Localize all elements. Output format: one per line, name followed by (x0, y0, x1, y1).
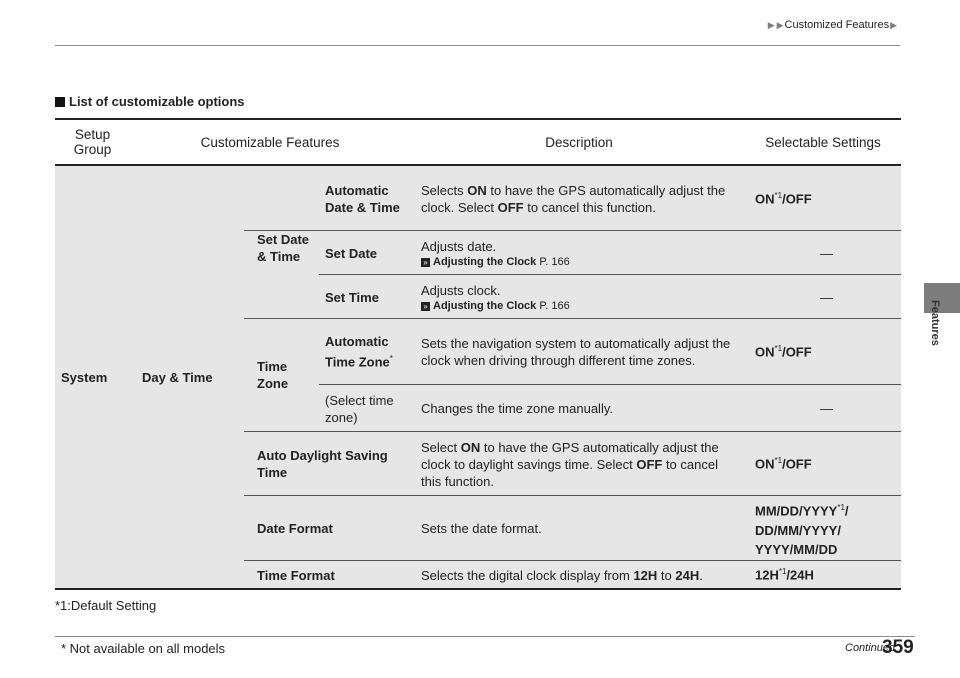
setting-automatic-date-time: ON$^{*1}$/OFF (755, 191, 812, 207)
row-divider (244, 230, 901, 231)
subgroup-set-date-time: Set Date & Time (257, 232, 310, 264)
feature-date-format: Date Format (257, 521, 333, 536)
subgroup-day-time: Day & Time (142, 369, 213, 385)
description-date-format: Sets the date format. (421, 521, 542, 536)
cross-reference[interactable]: » Adjusting the Clock P. 166 (421, 256, 731, 268)
breadcrumb (767, 19, 898, 31)
feature-time-format: Time Format (257, 567, 335, 583)
not-available-note: * Not available on all models (61, 641, 226, 656)
header-customizable-features: Customizable Features (200, 134, 340, 150)
triangle-right-icon: ▶ (767, 19, 775, 30)
default-setting-footnote: *1:Default Setting (55, 598, 157, 613)
setting-set-date: — (820, 245, 833, 261)
row-divider (244, 560, 901, 561)
setting-set-time: — (820, 289, 833, 305)
feature-set-time: Set Time (325, 289, 379, 305)
description-automatic-time-zone: Sets the navigation system to automatically adjust the clock when driving through different time zones. (421, 336, 731, 368)
feature-set-date: Set Date (325, 245, 378, 261)
row-divider (244, 495, 901, 496)
header-setup-group: Setup Group (73, 127, 112, 157)
subgroup-time-zone: Time Zone (257, 358, 289, 391)
setting-automatic-time-zone: ON$^{*1}$/OFF (755, 344, 812, 360)
table-bottom-rule (55, 588, 901, 590)
breadcrumb-label[interactable]: Customized Features (784, 19, 890, 31)
description-auto-daylight-saving: Select ON to have the GPS automatically adjust the clock to daylight savings time. Select OFF to cancel this function. (421, 439, 719, 489)
row-divider (244, 431, 901, 432)
description-time-format: Selects the digital clock display from 12H to 24H. (421, 567, 703, 583)
options-table (55, 118, 901, 590)
triangle-right-icon: ▶ (890, 19, 897, 30)
page-number: 359 (882, 637, 914, 658)
double-arrow-icon: » (421, 258, 430, 267)
group-system: System (61, 369, 108, 385)
feature-automatic-time-zone: Automatic Time Zone* (325, 334, 393, 370)
section-title (55, 94, 245, 109)
description-set-time: Adjusts clock. » Adjusting the Clock P. 166 (421, 276, 731, 318)
side-tab-label: Features (929, 300, 941, 346)
setting-time-format: $12H^{*1}/24H$ (755, 567, 814, 583)
feature-auto-daylight-saving: Auto Daylight Saving Time (257, 448, 388, 480)
header-selectable-settings: Selectable Settings (765, 134, 881, 150)
cross-reference[interactable]: » Adjusting the Clock P. 166 (421, 300, 731, 312)
row-divider (319, 274, 901, 275)
description-select-time-zone: Changes the time zone manually. (421, 401, 613, 416)
triangle-right-icon: ▶ (776, 19, 784, 30)
setting-date-format: MM/DD/YYYY$^{*1}$/ DD/MM/YYYY/ YYYY/MM/DD (755, 503, 849, 557)
row-divider (244, 318, 901, 319)
double-arrow-icon: » (421, 302, 430, 311)
setting-auto-daylight-saving: ON$^{*1}$/OFF (755, 456, 812, 472)
row-divider (319, 384, 901, 385)
footer-rule (55, 636, 915, 637)
setting-select-time-zone: — (820, 401, 833, 416)
feature-select-time-zone: (Select time zone) (325, 392, 394, 425)
square-bullet-icon (55, 97, 65, 107)
header-rule (55, 45, 900, 46)
description-automatic-date-time: Selects ON to have the GPS automatically adjust the clock. Select OFF to cancel this function. (421, 183, 726, 215)
section-title-text: List of customizable options (69, 94, 245, 109)
header-description: Description (545, 134, 613, 150)
feature-automatic-date-time: Automatic Date & Time (325, 183, 400, 215)
continued-label: Continued (845, 642, 896, 654)
description-set-date: Adjusts date. » Adjusting the Clock P. 166 (421, 232, 731, 274)
